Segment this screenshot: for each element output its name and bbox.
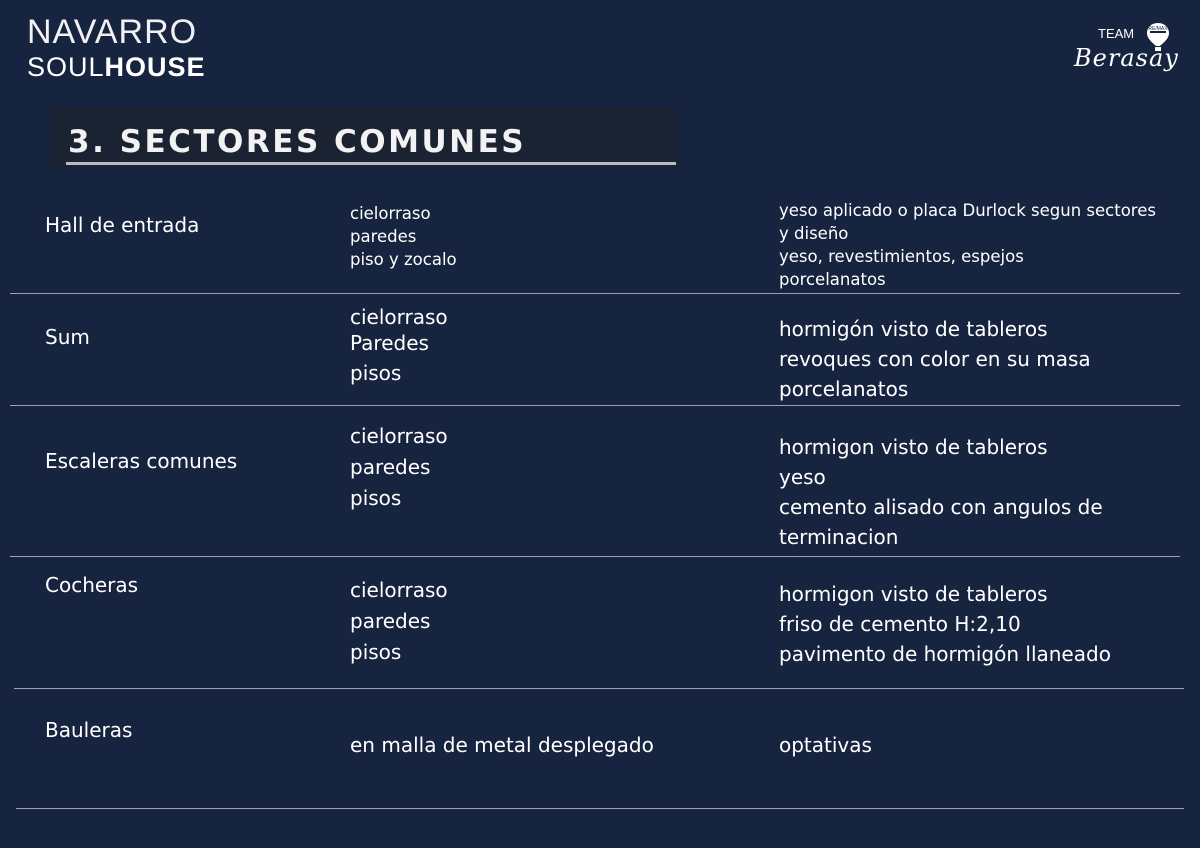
row-cocheras-name: Cocheras [45,573,139,597]
list-item: paredes [350,455,431,479]
list-item: paredes [350,227,417,246]
list-item: en malla de metal desplegado [350,733,654,757]
row-sum-name: Sum [45,325,90,349]
list-item: cielorraso [350,578,448,602]
list-item: cielorraso [350,424,448,448]
brand-logo-soul: SOUL [27,52,105,82]
list-item: pisos [350,486,402,510]
row-escaleras-items [350,421,448,514]
list-item: cemento alisado con angulos de terminacion [779,495,1103,549]
list-item: porcelanatos [779,377,909,401]
list-item: hormigón visto de tableros [779,317,1048,341]
row-hall-finishes [779,199,1169,291]
list-item: pisos [350,640,402,664]
partner-badge-text: RE/MAX [1148,26,1168,32]
row-escaleras-name: Escaleras comunes [45,449,238,473]
row-bauleras-finishes [779,730,872,760]
brand-logo-house: HOUSE [104,52,206,82]
list-item: cielorraso [350,204,431,223]
brand-logo-line1: NAVARRO [27,13,198,51]
list-item: optativas [779,733,872,757]
row-divider [16,808,1184,809]
row-sum-items [350,302,448,388]
list-item: hormigon visto de tableros [779,582,1048,606]
partner-team-label: TEAM [1098,26,1135,41]
row-bauleras-items [350,730,654,760]
list-item: yeso [779,465,826,489]
partner-name: Berasay [1074,44,1179,72]
row-divider [10,405,1180,406]
section-title-underline [66,162,676,165]
row-escaleras-finishes [779,432,1139,552]
row-divider [10,293,1180,294]
list-item: yeso aplicado o placa Durlock segun sectores y diseño [779,201,1156,243]
section-title: 3. SECTORES COMUNES [68,124,527,160]
row-divider [14,688,1184,689]
list-item: paredes [350,609,431,633]
list-item: piso y zocalo [350,250,457,269]
row-hall-name: Hall de entrada [45,213,200,237]
row-divider [10,556,1180,557]
row-bauleras-name: Bauleras [45,718,133,742]
row-hall-items [350,202,457,271]
list-item: yeso, revestimientos, espejos [779,247,1024,266]
list-item: porcelanatos [779,270,886,289]
row-cocheras-finishes [779,579,1111,669]
partner-logo [1060,14,1180,78]
row-sum-finishes [779,314,1091,404]
list-item: friso de cemento H:2,10 [779,612,1021,636]
list-item: pavimento de hormigón llaneado [779,642,1111,666]
list-item: cielorraso [350,305,448,329]
list-item: pisos [350,361,402,385]
brand-logo-line2 [27,52,206,82]
row-cocheras-items [350,575,448,668]
list-item: Paredes [350,331,429,355]
list-item: revoques con color en su masa [779,347,1091,371]
list-item: hormigon visto de tableros [779,435,1048,459]
